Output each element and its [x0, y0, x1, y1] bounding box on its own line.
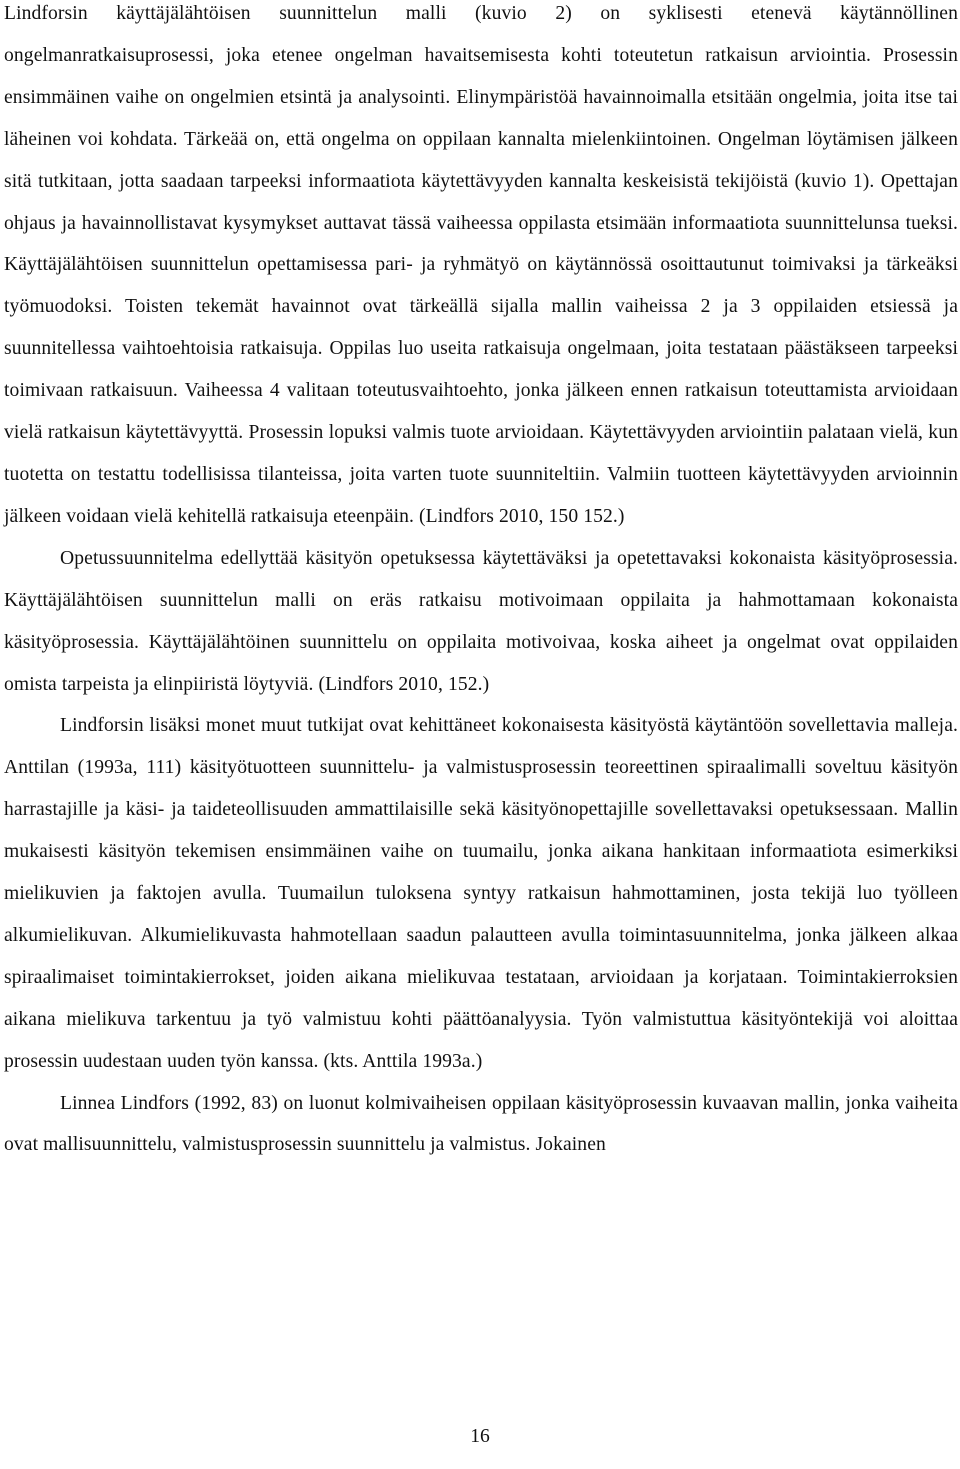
- body-text: [4, 0, 958, 1166]
- paragraph-3: Lindforsin lisäksi monet muut tutkijat ovat kehittäneet kokonaisesta käsityöstä käytäntöön sovellettavia malleja. Anttilan (1993a, 111) käsityötuotteen suunnittelu- ja valmistusprosessin teoreettinen spiraalimalli soveltuu käsityön harrastajille ja käsi- ja taideteollisuuden ammattilaisille sekä käsityönopettajille sovellettavaksi opetuksessaan. Mallin mukaisesti käsityön tekemisen ensimmäinen vaihe on tuumailu, jonka aikana hankitaan informaatiota esimerkiksi mielikuvien ja faktojen avulla. Tuumailun tuloksena syntyy ratkaisun hahmottaminen, josta tekijä luo työlleen alkumielikuvan. Alkumielikuvasta hahmotellaan saadun palautteen avulla toimintasuunnitelma, jonka jälkeen alkaa spiraalimaiset toimintakierrokset, joiden aikana mielikuvaa testataan, arvioidaan ja korjataan. Toimintakierroksien aikana mielikuva tarkentuu ja työ valmistuu kohti päättöanalyysia. Työn valmistuttua käsityöntekijä voi aloittaa prosessin uudestaan uuden työn kanssa. (kts. Anttila 1993a.): [4, 715, 958, 1072]
- page-number: 16: [470, 1426, 490, 1447]
- paragraph-4: Linnea Lindfors (1992, 83) on luonut kolmivaiheisen oppilaan käsityöprosessin kuvaavan mallin, jonka vaiheita ovat mallisuunnittelu, valmistusprosessin suunnittelu ja valmistus. Jokainen: [4, 1092, 958, 1156]
- paragraph-1: Lindforsin käyttäjälähtöisen suunnittelun malli (kuvio 2) on syklisesti etenevä käytännöllinen ongelmanratkaisuprosessi, joka etenee ongelman havaitsemisesta kohti toteutetun ratkaisun arviointia. Prosessin ensimmäinen vaihe on ongelmien etsintä ja analysointi. Elinympäristöä havainnoimalla etsitään ongelmia, joita itse tai läheinen voi kohdata. Tärkeää on, että ongelma on oppilaan kannalta mielenkiintoinen. Ongelman löytämisen jälkeen sitä tutkitaan, jotta saadaan tarpeeksi informaatiota käytettävyyden kannalta keskeisistä tekijöistä (kuvio 1). Opettajan ohjaus ja havainnollistavat kysymykset auttavat tässä vaiheessa oppilasta etsimään informaatiota suunnittelunsa tueksi. Käyttäjälähtöisen suunnittelun opettamisessa pari- ja ryhmätyö on käytännössä osoittautunut toimivaksi ja tärkeäksi työmuodoksi. Toisten tekemät havainnot ovat tärkeällä sijalla mallin vaiheissa 2 ja 3 oppilaiden etsiessä ja suunnitellessa vaihtoehtoisia ratkaisuja. Oppilas luo useita ratkaisuja ongelmaan, joita testataan päästäkseen tarpeeksi toimivaan ratkaisuun. Vaiheessa 4 valitaan toteutusvaihtoehto, jonka jälkeen ennen ratkaisun toteuttamista arvioidaan vielä ratkaisun käytettävyyttä. Prosessin lopuksi valmis tuote arvioidaan. Käytettävyyden arviointiin palataan vielä, kun tuotetta on testattu todellisissa tilanteissa, joita varten tuote suunniteltiin. Valmiin tuotteen käytettävyyden arvioinnin jälkeen voidaan vielä kehitellä ratkaisuja eteenpäin. (Lindfors 2010, 150 152.): [4, 3, 958, 527]
- paragraph-2: Opetussuunnitelma edellyttää käsityön opetuksessa käytettäväksi ja opetettavaksi kokonaista käsityöprosessia. Käyttäjälähtöisen suunnittelun malli on eräs ratkaisu motivoimaan oppilaita ja hahmottamaan kokonaista käsityöprosessia. Käyttäjälähtöinen suunnittelu on oppilaita motivoivaa, koska aiheet ja ongelmat ovat oppilaiden omista tarpeista ja elinpiiristä löytyviä. (Lindfors 2010, 152.): [4, 547, 958, 695]
